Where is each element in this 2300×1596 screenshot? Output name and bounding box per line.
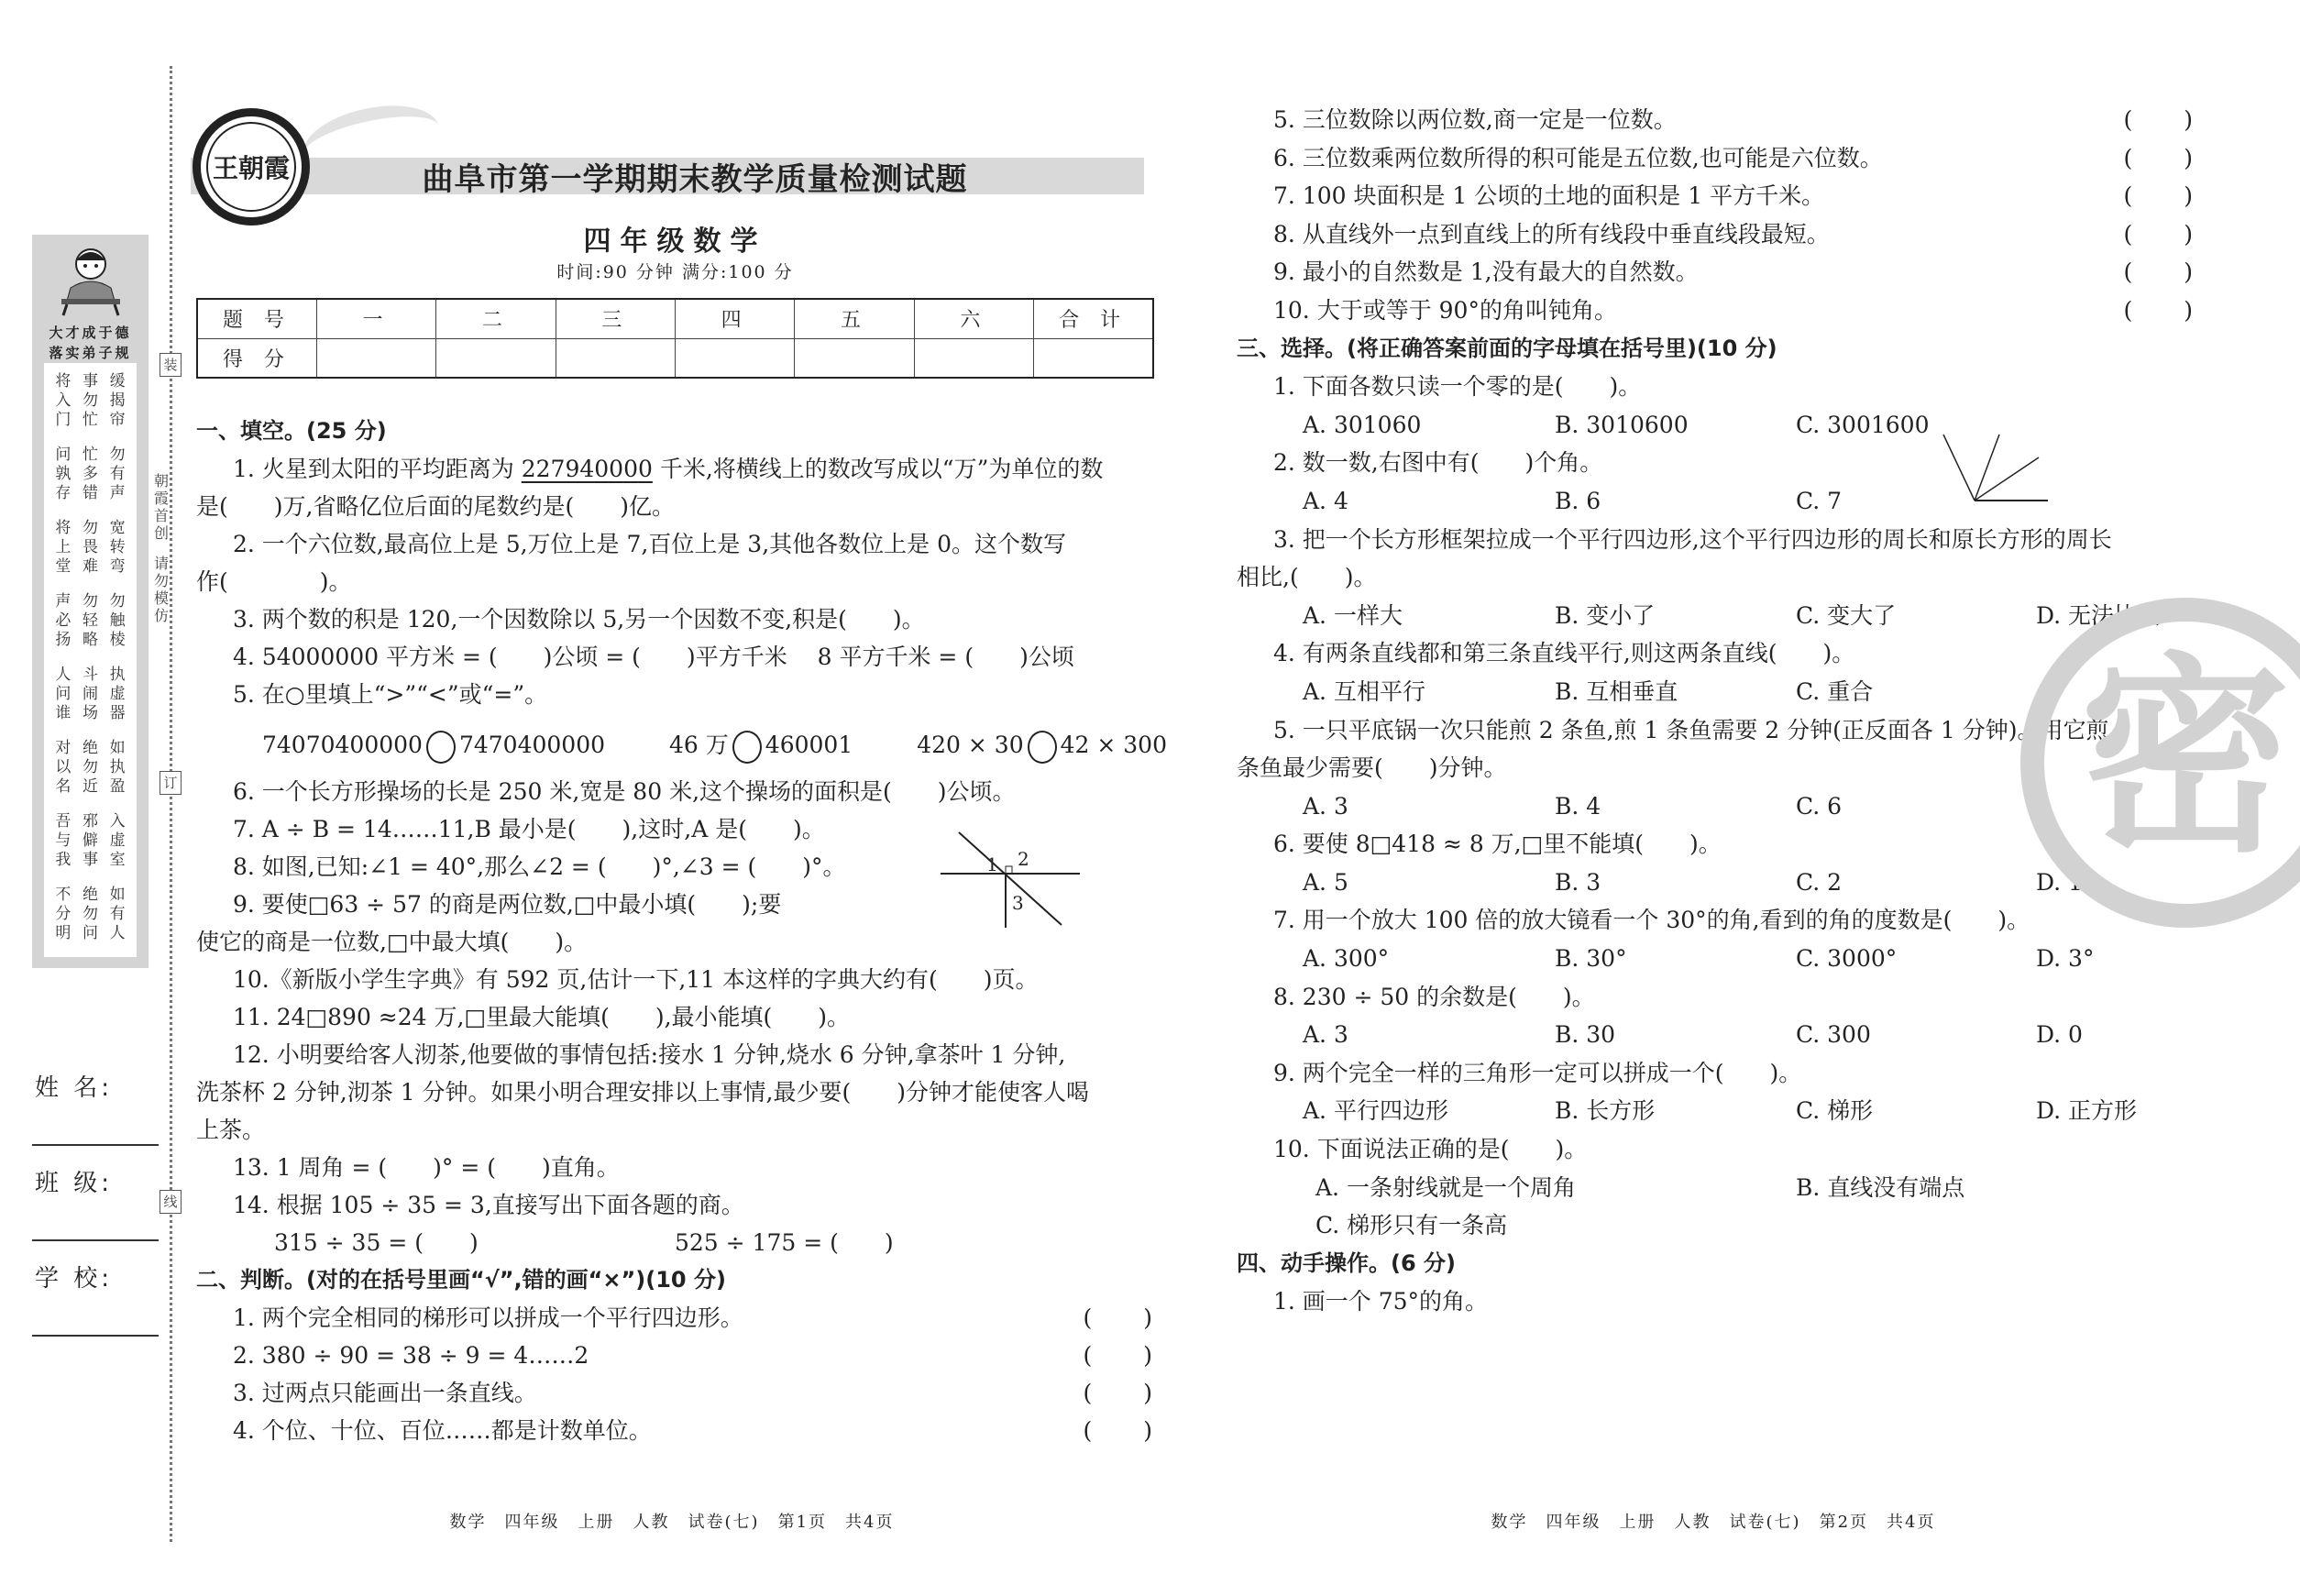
- choice-option[interactable]: B. 4: [1555, 792, 1601, 820]
- choice-option[interactable]: C. 变大了: [1796, 601, 1897, 629]
- choice-option[interactable]: A. 3: [1303, 792, 1348, 820]
- choice-option[interactable]: A. 5: [1303, 868, 1348, 896]
- note-line: 请勿模仿: [153, 555, 169, 624]
- choice-option[interactable]: A. 300°: [1303, 945, 1390, 973]
- question: 13. 1 周角 = ( )° = ( )直角。: [233, 1154, 620, 1181]
- left-value: 46 万: [669, 732, 729, 758]
- choice-option[interactable]: C. 梯形: [1796, 1097, 1874, 1125]
- slogan: 落实弟子规: [49, 345, 132, 361]
- score-cell[interactable]: [914, 338, 1033, 378]
- answer-parentheses[interactable]: ( ): [2123, 259, 2195, 286]
- angle-label: 3: [1012, 892, 1024, 914]
- choice-option[interactable]: A. 互相平行: [1303, 677, 1425, 705]
- class-field[interactable]: [32, 1239, 159, 1241]
- score-header-cell: 合 计: [1034, 299, 1153, 338]
- copyright-note: [152, 472, 171, 624]
- judgment-item: [1237, 292, 2195, 330]
- answer-parentheses[interactable]: ( ): [1083, 1417, 1154, 1444]
- choice-option[interactable]: B. 6: [1555, 487, 1601, 514]
- choice-option[interactable]: B. 直线没有端点: [1796, 1173, 1965, 1201]
- student-reading-icon: [58, 244, 124, 317]
- choice-option[interactable]: B. 变小了: [1555, 601, 1656, 629]
- answer-parentheses[interactable]: ( ): [2123, 182, 2195, 210]
- poem-column: 问孰存: [55, 446, 72, 502]
- choice-option[interactable]: D. 1: [2036, 868, 2083, 896]
- comparison-row: [196, 713, 1167, 773]
- score-header-cell: 四: [676, 299, 795, 338]
- poem-column: 邪僻事: [82, 812, 98, 869]
- question: 1. 画一个 75°的角。: [1273, 1288, 1489, 1315]
- school-label: 学 校:: [35, 1265, 114, 1293]
- judgment-item: [1237, 253, 2195, 292]
- question-continuation: 使它的商是一位数,□中最大填( )。: [196, 929, 588, 955]
- judgment-text: 4. 个位、十位、百位……都是计数单位。: [233, 1417, 652, 1444]
- choice-options: [1237, 1206, 2195, 1245]
- score-row: [197, 338, 1153, 378]
- score-cell[interactable]: [795, 338, 914, 378]
- question: 11. 24□890 ≈24 万,□里最大能填( ),最小能填( )。: [233, 1004, 851, 1030]
- question: 4. 有两条直线都和第三条直线平行,则这两条直线( )。: [1273, 640, 1855, 667]
- binding-mark: 线: [160, 1190, 182, 1214]
- choice-option[interactable]: D. 3°: [2036, 945, 2095, 973]
- poem-column: 人问谁: [55, 666, 72, 722]
- question: 10. 下面说法正确的是( )。: [1273, 1136, 1588, 1163]
- section-heading: 二、判断。(对的在括号里画“√”,错的画“×”)(10 分): [196, 1267, 726, 1293]
- confidential-watermark: 密: [2020, 598, 2300, 928]
- choice-option[interactable]: C. 6: [1796, 792, 1843, 820]
- judgment-text: 3. 过两点只能画出一条直线。: [233, 1380, 537, 1406]
- judgment-text: 7. 100 块面积是 1 公顷的土地的面积是 1 平方千米。: [1273, 182, 1825, 210]
- poem-column: 如执盈: [109, 739, 126, 796]
- question-continuation: 洗茶杯 2 分钟,沏茶 1 分钟。如果小明合理安排以上事情,最少要( )分钟才能使客人喝: [196, 1079, 1090, 1106]
- question: 14. 根据 105 ÷ 35 = 3,直接写出下面各题的商。: [233, 1192, 744, 1218]
- choice-option[interactable]: C. 3001600: [1796, 411, 1930, 438]
- choice-options: [1237, 1016, 2195, 1054]
- answer-parentheses[interactable]: ( ): [2123, 144, 2195, 171]
- choice-option[interactable]: B. 长方形: [1555, 1097, 1656, 1125]
- answer-parentheses[interactable]: ( ): [1083, 1304, 1154, 1331]
- score-cell[interactable]: [436, 338, 556, 378]
- question-continuation: 是( )万,省略亿位后面的尾数约是( )亿。: [196, 493, 675, 520]
- note-line: 朝霞首创: [153, 472, 169, 542]
- answer-circle[interactable]: [1028, 731, 1057, 764]
- answer-parentheses[interactable]: ( ): [1083, 1380, 1154, 1406]
- score-header-cell: 二: [436, 299, 556, 338]
- poem-column: 绝勿近: [82, 739, 98, 796]
- sidebar-motto: [32, 235, 149, 968]
- choice-option[interactable]: C. 300: [1796, 1021, 1871, 1049]
- right-value: 7470400000: [458, 732, 606, 758]
- question: 7. A ÷ B = 14……11,B 最小是( ),这时,A 是( )。: [233, 816, 825, 842]
- poem-group: [44, 446, 137, 519]
- left-value: 420 × 30: [917, 732, 1024, 758]
- angle-label: 1: [986, 853, 998, 875]
- poem-group: [44, 592, 137, 666]
- score-table: [196, 298, 1154, 379]
- text-part: 千米,将横线上的数改写成以“万”为单位的数: [652, 456, 1104, 482]
- poem-column: 吾与我: [55, 812, 72, 869]
- question: [196, 450, 1154, 488]
- binding-mark: 装: [160, 353, 182, 377]
- underlined-number: 227940000: [521, 456, 653, 482]
- judgment-item: [196, 1374, 1154, 1412]
- answer-parentheses[interactable]: ( ): [2123, 106, 2195, 133]
- time-info: 时间:90 分钟 满分:100 分: [556, 262, 794, 282]
- poem-column: 事勿忙: [82, 372, 98, 429]
- calculation-item: 315 ÷ 35 = ( ): [274, 1229, 479, 1256]
- judgment-item: [196, 1412, 1154, 1449]
- poem-column: 斗闹场: [82, 666, 98, 722]
- score-header-cell: 题 号: [197, 299, 316, 338]
- comparison-item: [669, 713, 853, 777]
- poem-group: [44, 739, 137, 812]
- question: 2. 一个六位数,最高位上是 5,万位上是 7,百位上是 3,其他各数位上是 0。这个数写: [233, 531, 1066, 557]
- page-footer: 数学 四年级 上册 人教 试卷(七) 第1页 共4页: [449, 1513, 895, 1532]
- question: 5. 一只平底锅一次只能煎 2 条鱼,煎 1 条鱼需要 2 分钟(正反面各 1 分钟)。用它煎 3: [1273, 716, 2131, 743]
- question: 4. 54000000 平方米 = ( )公顷 = ( )平方千米 8 平方千米 = ( )公顷: [233, 644, 1074, 670]
- question: 9. 两个完全一样的三角形一定可以拼成一个( )。: [1273, 1059, 1802, 1086]
- poem-column: 对以名: [55, 739, 72, 796]
- question: 2. 数一数,右图中有( )个角。: [1273, 449, 1603, 477]
- page-title: 曲阜市第一学期期末教学质量检测试题: [422, 161, 968, 198]
- judgment-text: 9. 最小的自然数是 1,没有最大的自然数。: [1273, 259, 1699, 286]
- section-heading: 一、填空。(25 分): [196, 418, 387, 444]
- judgment-text: 5. 三位数除以两位数,商一定是一位数。: [1273, 106, 1677, 133]
- choice-option[interactable]: D. 正方形: [2036, 1097, 2138, 1125]
- choice-option[interactable]: A. 一条射线就是一个周角: [1315, 1173, 1576, 1201]
- question-continuation: 相比,( )。: [1237, 564, 1377, 591]
- left-value: 74070400000: [262, 732, 423, 758]
- choice-option[interactable]: A. 3: [1303, 1021, 1348, 1049]
- poem-column: 将入门: [55, 372, 72, 429]
- choice-options: [1237, 597, 2195, 635]
- answer-parentheses[interactable]: ( ): [2123, 296, 2195, 324]
- question-continuation: 作( )。: [196, 568, 352, 595]
- poem-column: 缓揭帘: [109, 372, 126, 429]
- score-header-cell: 一: [316, 299, 435, 338]
- poem-box: [44, 363, 137, 957]
- rays-figure: [1929, 425, 2057, 512]
- question: 10.《新版小学生字典》有 592 页,估计一下,11 本这样的字典大约有( )页。: [233, 966, 1039, 993]
- slogan: 大才成于德: [49, 325, 132, 341]
- poem-column: 宽转弯: [109, 519, 126, 576]
- score-header-cell: 五: [795, 299, 914, 338]
- choice-options: [1237, 1092, 2195, 1130]
- question-continuation: 条鱼最少需要( )分钟。: [1237, 754, 1507, 782]
- score-header-cell: 六: [914, 299, 1033, 338]
- score-cell[interactable]: [676, 338, 795, 378]
- judgment-text: 8. 从直线外一点到直线上的所有线段中垂直线段最短。: [1273, 220, 1830, 248]
- score-cell[interactable]: [1034, 338, 1153, 378]
- choice-option[interactable]: D. 0: [2036, 1021, 2083, 1049]
- judgment-text: 10. 大于或等于 90°的角叫钝角。: [1273, 296, 1617, 324]
- angle-figure: [935, 825, 1086, 930]
- judgment-item: [1237, 215, 2195, 254]
- judgment-item: [1237, 101, 2195, 139]
- section-heading: 四、动手操作。(6 分): [1237, 1249, 1456, 1276]
- score-cell[interactable]: [316, 338, 435, 378]
- poem-column: 勿有声: [109, 446, 126, 502]
- poem-column: 绝勿问: [82, 886, 98, 942]
- name-field[interactable]: [32, 1144, 159, 1146]
- choice-option[interactable]: B. 3: [1555, 868, 1601, 896]
- logo-text: 王朝霞: [206, 122, 296, 212]
- answer-circle[interactable]: [426, 731, 456, 764]
- answer-parentheses[interactable]: ( ): [1083, 1342, 1154, 1369]
- binding-line: [170, 66, 172, 1542]
- judgment-item: [1237, 177, 2195, 215]
- poem-column: 执虚器: [109, 666, 126, 722]
- poem-column: 声必扬: [55, 592, 72, 649]
- judgment-text: 1. 两个完全相同的梯形可以拼成一个平行四边形。: [233, 1304, 743, 1331]
- comparison-item: [917, 713, 1167, 777]
- poem-column: 勿触棱: [109, 592, 126, 649]
- choice-option[interactable]: B. 互相垂直: [1555, 677, 1678, 705]
- choice-option[interactable]: A. 平行四边形: [1303, 1097, 1448, 1125]
- poem-group: [44, 666, 137, 739]
- judgment-text: 2. 380 ÷ 90 = 38 ÷ 9 = 4……2: [233, 1342, 589, 1369]
- choice-option[interactable]: C. 2: [1796, 868, 1843, 896]
- choice-options: [1237, 864, 2195, 902]
- question: 7. 用一个放大 100 倍的放大镜看一个 30°的角,看到的角的度数是( )。: [1273, 907, 2030, 934]
- judgment-text: 6. 三位数乘两位数所得的积可能是五位数,也可能是六位数。: [1273, 144, 1883, 171]
- school-field[interactable]: [32, 1335, 159, 1337]
- answer-circle[interactable]: [732, 731, 762, 764]
- choice-option[interactable]: C. 3000°: [1796, 945, 1898, 973]
- poem-group: [44, 812, 137, 886]
- choice-option[interactable]: B. 30°: [1555, 945, 1627, 973]
- choice-option[interactable]: C. 重合: [1796, 677, 1874, 705]
- subject-title: 四年级数学: [583, 226, 767, 258]
- question: 3. 两个数的积是 120,一个因数除以 5,另一个因数不变,积是( )。: [233, 606, 925, 633]
- poem-column: 勿轻略: [82, 592, 98, 649]
- question: 9. 要使□63 ÷ 57 的商是两位数,□中最小填( );要: [233, 891, 782, 918]
- score-cell[interactable]: [556, 338, 675, 378]
- poem-group: [44, 886, 137, 959]
- question: 6. 要使 8□418 ≈ 8 万,□里不能填( )。: [1273, 831, 1722, 858]
- poem-group: [44, 519, 137, 592]
- calculation-item: 525 ÷ 175 = ( ): [675, 1229, 894, 1256]
- question: 1. 下面各数只读一个零的是( )。: [1273, 373, 1642, 401]
- poem-column: 如有人: [109, 886, 126, 942]
- text-part: 1. 火星到太阳的平均距离为: [233, 456, 522, 482]
- question: 8. 230 ÷ 50 的余数是( )。: [1273, 983, 1595, 1010]
- page-1-questions: [196, 413, 1167, 1449]
- choice-option[interactable]: B. 3010600: [1555, 411, 1689, 438]
- score-header-row: [197, 299, 1153, 338]
- page-footer: 数学 四年级 上册 人教 试卷(七) 第2页 共4页: [1491, 1513, 1936, 1532]
- answer-parentheses[interactable]: ( ): [2123, 220, 2195, 248]
- right-value: 42 × 300: [1060, 732, 1167, 758]
- brand-logo: [193, 108, 310, 226]
- poem-column: 忙多错: [82, 446, 98, 502]
- question: 3. 把一个长方形框架拉成一个平行四边形,这个平行四边形的周长和原长方形的周长: [1273, 525, 2112, 553]
- comparison-item: [262, 713, 605, 777]
- question: 12. 小明要给客人沏茶,他要做的事情包括:接水 1 分钟,烧水 6 分钟,拿茶叶 1 分钟,: [233, 1041, 1066, 1068]
- section-heading: 三、选择。(将正确答案前面的字母填在括号里)(10 分): [1237, 335, 1777, 361]
- choice-options: [1237, 1169, 2195, 1207]
- score-row-label: 得 分: [197, 338, 316, 378]
- judgment-item: [196, 1299, 1154, 1337]
- question-continuation: 上茶。: [196, 1117, 266, 1143]
- right-value: 460001: [765, 732, 853, 758]
- binding-mark: 订: [160, 771, 182, 795]
- question: 5. 在○里填上“>”“<”或“=”。: [233, 681, 548, 708]
- choice-option[interactable]: C. 7: [1796, 487, 1843, 514]
- poem-column: 入虚室: [109, 812, 126, 869]
- calculation-row: [196, 1224, 1154, 1261]
- choice-option[interactable]: A. 一样大: [1303, 601, 1403, 629]
- angle-label: 2: [1018, 848, 1029, 870]
- class-label: 班 级:: [35, 1170, 114, 1197]
- score-header-cell: 三: [556, 299, 675, 338]
- choice-option[interactable]: C. 梯形只有一条高: [1315, 1212, 1508, 1239]
- choice-options: [1237, 940, 2195, 978]
- poem-group: [44, 372, 137, 446]
- question: 6. 一个长方形操场的长是 250 米,宽是 80 米,这个操场的面积是( )公顷。: [233, 778, 1016, 805]
- poem-column: 不分明: [55, 886, 72, 942]
- judgment-item: [196, 1337, 1154, 1374]
- choice-option[interactable]: A. 301060: [1303, 411, 1422, 438]
- choice-option[interactable]: B. 30: [1555, 1021, 1616, 1049]
- choice-option[interactable]: D. 无法比较: [2036, 601, 2161, 629]
- question: 8. 如图,已知:∠1 = 40°,那么∠2 = ( )°,∠3 = ( )°。: [233, 853, 846, 880]
- judgment-item: [1237, 139, 2195, 178]
- choice-option[interactable]: A. 4: [1303, 487, 1348, 514]
- name-label: 姓 名:: [35, 1074, 114, 1102]
- poem-column: 将上堂: [55, 519, 72, 576]
- poem-column: 勿畏难: [82, 519, 98, 576]
